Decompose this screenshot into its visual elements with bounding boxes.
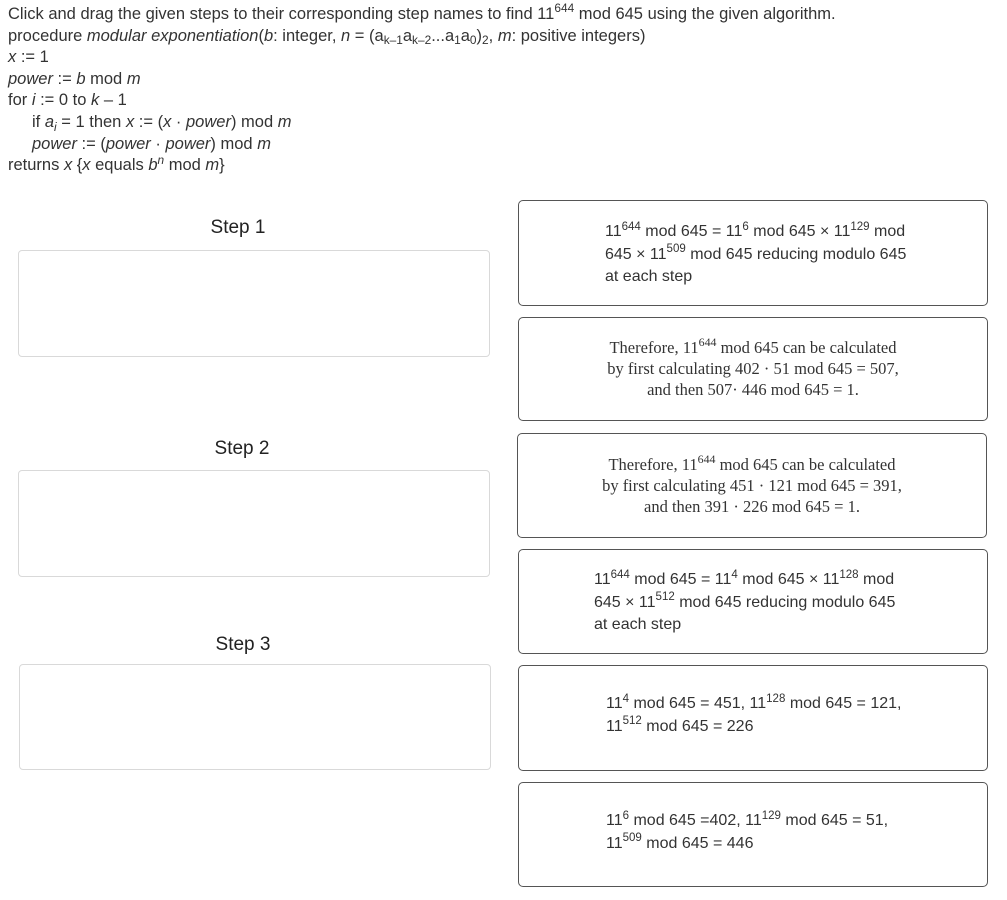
algo-text: := 0 to <box>35 91 92 110</box>
proc-sub: 0 <box>469 33 477 48</box>
card-1-line-3: at each step <box>605 268 693 285</box>
var-b: b <box>148 156 158 175</box>
var-power: power <box>186 112 231 131</box>
algo-text: · <box>171 112 186 131</box>
algo-text: := <box>52 69 77 88</box>
step-1-drop-zone[interactable] <box>18 250 490 357</box>
draggable-card-4[interactable] <box>518 549 988 654</box>
card-text: mod 645 = 51, <box>780 812 889 829</box>
var-m: m <box>205 156 220 175</box>
proc-text: a <box>402 26 413 45</box>
card-6-line-2 <box>606 833 888 856</box>
card-text: 11 <box>606 717 623 735</box>
algo-text: := ( <box>76 134 106 153</box>
card-3-line-1 <box>518 454 986 475</box>
var-k: k <box>91 91 100 110</box>
algo-line-returns <box>8 152 998 177</box>
algo-text: · <box>150 134 166 153</box>
card-text: 645 × 11 <box>605 245 667 263</box>
card-text: mod 645 = 451, 11 <box>629 695 767 712</box>
card-text: 11 <box>606 834 623 852</box>
card-text: mod 645 can be calculated <box>716 338 897 357</box>
proc-sub: 1 <box>454 33 461 48</box>
card-1-line-2 <box>605 244 906 267</box>
card-4-text <box>594 569 895 637</box>
card-3-text <box>518 454 986 517</box>
algo-text: := ( <box>134 112 164 131</box>
proc-text: ( <box>258 26 264 45</box>
card-sup: 6 <box>742 220 749 233</box>
card-3-line-2: by first calculating 451 · 121 mod 645 = 391, <box>602 476 902 495</box>
algo-text: returns <box>8 156 64 175</box>
card-text: 645 × 11 <box>594 593 656 611</box>
title-text-end: mod 645 using the given algorithm. <box>574 5 836 23</box>
card-text: 11 <box>605 223 622 240</box>
card-6-text <box>606 810 888 855</box>
card-sup: 4 <box>622 692 630 705</box>
algo-text: := 1 <box>16 48 49 67</box>
card-5-text <box>606 693 901 738</box>
var-power: power <box>105 134 151 153</box>
card-text: Therefore, 11 <box>608 455 698 474</box>
card-1-text <box>605 221 906 289</box>
var-power: power <box>8 69 53 88</box>
card-text: mod 645 = 11 <box>629 571 732 588</box>
card-3-line-3: and then 391 · 226 mod 645 = 1. <box>644 497 860 516</box>
algo-text: if <box>32 112 45 131</box>
card-sup: 644 <box>621 220 641 233</box>
var-power: power <box>165 134 211 153</box>
card-sup: 6 <box>622 809 630 822</box>
card-text: mod 645 = 121, <box>785 695 902 712</box>
proc-var-m: m <box>497 26 512 45</box>
algo-line-power-update <box>8 134 998 156</box>
var-m: m <box>257 134 271 153</box>
card-2-line-2: by first calculating 402 · 51 mod 645 = 507, <box>607 359 899 378</box>
var-x: x <box>125 112 135 131</box>
card-text: mod 645 reducing modulo 645 <box>674 593 896 611</box>
proc-text: , <box>488 26 498 45</box>
card-5-line-1 <box>606 693 901 716</box>
algo-line-power <box>8 69 998 91</box>
card-sup: 4 <box>731 568 738 581</box>
card-text: mod 645 = 11 <box>640 223 743 240</box>
algo-text: { <box>72 156 83 175</box>
var-power: power <box>32 134 77 153</box>
question-title <box>8 1 998 26</box>
card-sup: 129 <box>761 809 781 822</box>
algo-text: equals <box>90 156 149 175</box>
card-text: 11 <box>606 695 623 712</box>
algo-line-for <box>8 90 998 112</box>
draggable-card-5[interactable] <box>518 665 988 771</box>
card-text: Therefore, 11 <box>609 338 699 357</box>
card-sup: 128 <box>839 568 859 581</box>
step-3-drop-zone[interactable] <box>19 664 491 770</box>
card-sup: 509 <box>622 832 642 845</box>
card-sup: 509 <box>666 243 686 256</box>
card-sup: 644 <box>697 452 716 467</box>
card-text: mod <box>858 571 895 588</box>
proc-text: ...a <box>431 26 455 45</box>
var-m: m <box>277 112 292 131</box>
card-sup: 512 <box>622 715 642 728</box>
card-5-line-2 <box>606 716 901 739</box>
card-text: mod 645 × 11 <box>737 571 840 588</box>
var-i: i <box>31 91 36 110</box>
proc-text: ) <box>476 26 483 45</box>
card-2-text <box>519 337 987 400</box>
proc-var-b: b <box>263 26 274 45</box>
card-4-line-3: at each step <box>594 616 682 633</box>
procedure-name: modular exponentiation <box>86 26 259 45</box>
var-x: x <box>82 156 91 175</box>
step-3-label: Step 3 <box>215 634 271 655</box>
var-x: x <box>63 156 73 175</box>
var-sub-i: i <box>54 119 57 134</box>
algo-text: ) mod <box>210 134 258 153</box>
card-2-line-3: and then 507· 446 mod 645 = 1. <box>647 380 859 399</box>
proc-sub: k–2 <box>412 33 432 48</box>
card-text: mod 645 = 446 <box>641 834 754 852</box>
algo-line-x <box>8 47 998 69</box>
card-text: 11 <box>606 812 623 829</box>
card-1-line-1 <box>605 221 906 244</box>
var-m: m <box>126 69 141 88</box>
card-4-line-2 <box>594 592 895 615</box>
card-sup: 644 <box>610 568 630 581</box>
card-text: 11 <box>594 571 611 588</box>
card-text: mod 645 reducing modulo 645 <box>685 245 907 263</box>
card-text: mod 645 =402, 11 <box>629 812 762 829</box>
proc-sub: k–1 <box>383 33 403 48</box>
card-4-line-1 <box>594 569 895 592</box>
algo-text: = 1 then <box>56 112 126 131</box>
card-6-line-1 <box>606 810 888 833</box>
algo-text: ) mod <box>230 112 278 131</box>
algo-text: mod <box>164 156 206 175</box>
algo-text: – 1 <box>99 91 127 110</box>
var-a: a <box>44 112 55 131</box>
question-text <box>8 1 998 177</box>
card-2-line-1 <box>519 337 987 358</box>
card-text: mod <box>869 223 906 240</box>
draggable-card-1[interactable] <box>518 200 988 306</box>
draggable-card-3[interactable] <box>517 433 987 538</box>
step-1-label: Step 1 <box>210 217 266 238</box>
proc-text: a <box>460 26 470 45</box>
card-sup: 128 <box>766 692 786 705</box>
var-x: x <box>8 48 17 67</box>
card-text: mod 645 = 226 <box>641 717 754 735</box>
card-text: mod 645 × 11 <box>748 223 851 240</box>
procedure-keyword: procedure <box>8 26 87 45</box>
draggable-card-6[interactable] <box>518 782 988 887</box>
step-2-drop-zone[interactable] <box>18 470 490 577</box>
algo-line-if <box>8 112 998 134</box>
algo-text: mod <box>85 69 127 88</box>
step-2-label: Step 2 <box>214 438 270 459</box>
card-sup: 129 <box>850 220 870 233</box>
title-exponent: 644 <box>554 1 575 16</box>
proc-sub: 2 <box>482 33 489 48</box>
proc-text: = (a <box>350 26 384 45</box>
title-text: Click and drag the given steps to their corresponding step names to find 11 <box>8 5 555 23</box>
algo-text: } <box>219 156 225 175</box>
var-b: b <box>76 69 86 88</box>
card-sup: 512 <box>655 591 675 604</box>
card-text: mod 645 can be calculated <box>715 455 896 474</box>
proc-var-n: n <box>341 26 351 45</box>
procedure-header <box>8 26 998 48</box>
proc-text: : positive integers) <box>511 26 646 45</box>
var-x: x <box>163 112 172 131</box>
var-n: n <box>157 152 165 167</box>
draggable-card-2[interactable] <box>518 317 988 421</box>
proc-text: : integer, <box>273 26 342 45</box>
algo-text: for <box>8 91 32 110</box>
card-sup: 644 <box>698 335 717 350</box>
